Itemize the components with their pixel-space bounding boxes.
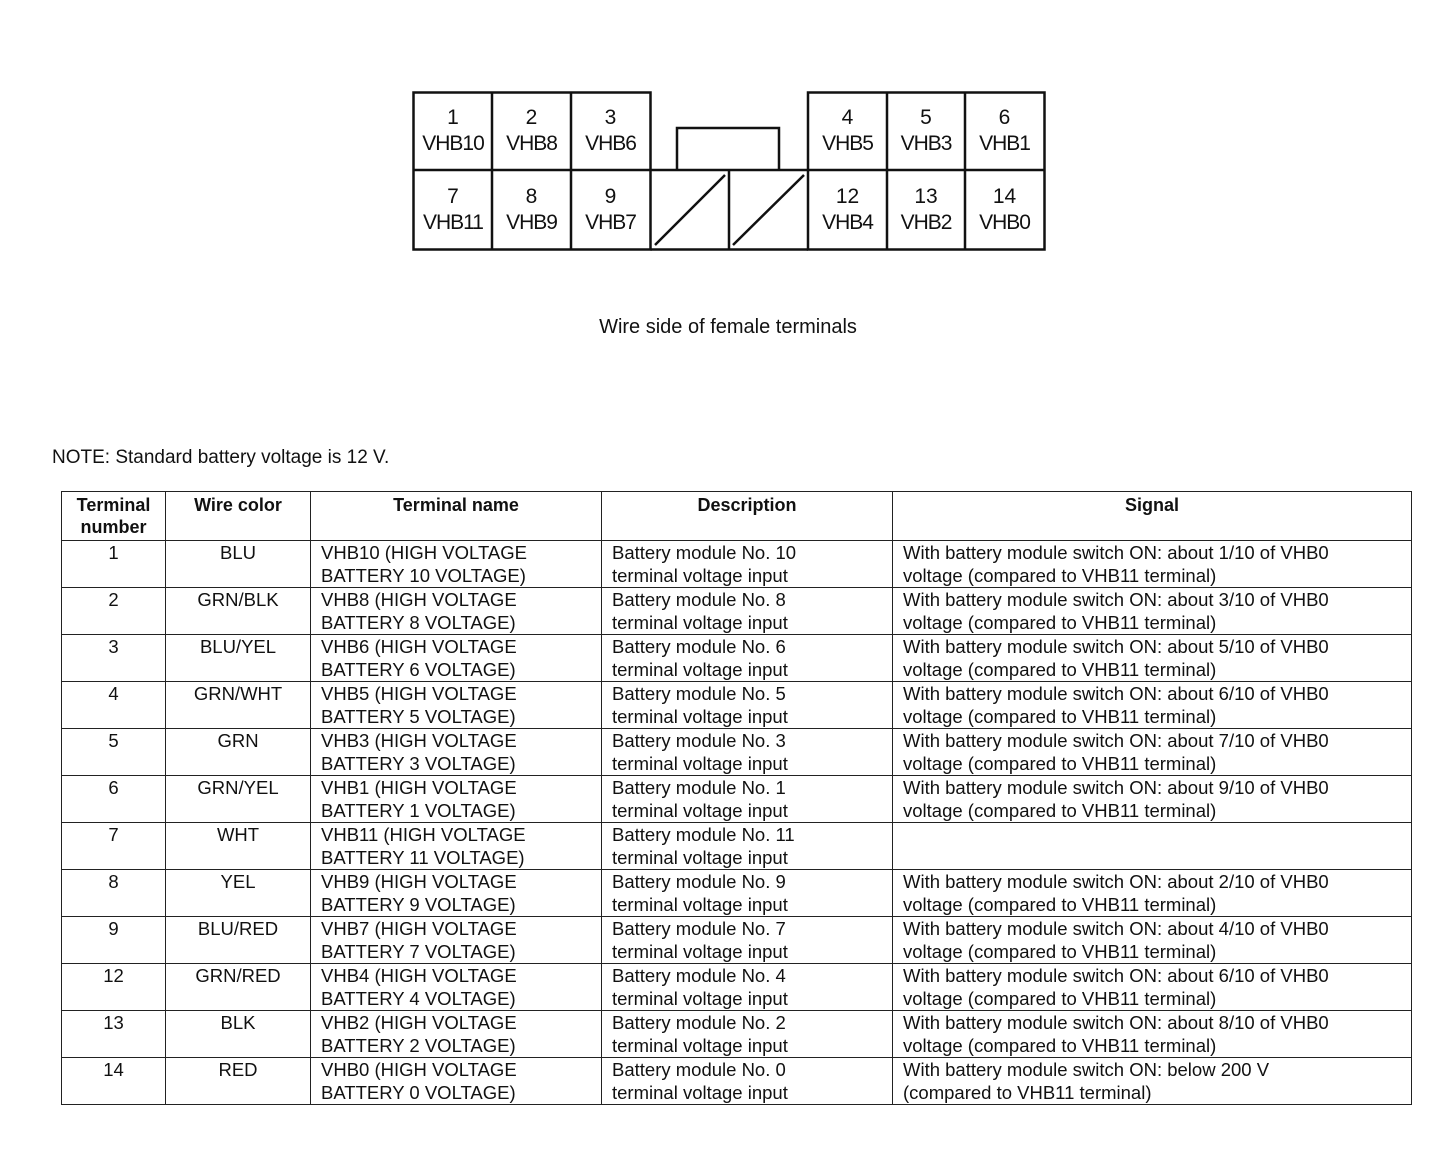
table-row	[62, 964, 1412, 1011]
cell-text: voltage (compared to VHB11 terminal)	[903, 800, 1217, 821]
cell-text: VHB0 (HIGH VOLTAGE	[321, 1059, 517, 1080]
cell-text: terminal voltage input	[612, 847, 788, 868]
cell-description	[602, 776, 893, 823]
cell-text: With battery module switch ON: about 9/10 of VHB0	[903, 777, 1329, 798]
table-row	[62, 1011, 1412, 1058]
cell-text: VHB4 (HIGH VOLTAGE	[321, 965, 517, 986]
cell-text: terminal voltage input	[612, 565, 788, 586]
table-row	[62, 729, 1412, 776]
terminal-7	[414, 184, 492, 236]
terminal-number: 3	[604, 106, 617, 129]
cell-wire-color	[166, 588, 311, 635]
cell-terminal-number	[62, 917, 166, 964]
cell-terminal-name	[311, 776, 602, 823]
cell-terminal-name	[311, 729, 602, 776]
terminal-name: VHB5	[822, 132, 873, 155]
header-terminal-name: Terminal name	[311, 492, 602, 541]
cell-text: BATTERY 7 VOLTAGE)	[321, 941, 516, 962]
terminal-13	[887, 184, 965, 236]
cell-text: GRN/BLK	[197, 589, 279, 610]
cell-text: voltage (compared to VHB11 terminal)	[903, 753, 1217, 774]
cell-text: Battery module No. 1	[612, 777, 786, 798]
cell-signal	[893, 635, 1412, 682]
cell-text: 1	[108, 542, 119, 563]
cell-text: Battery module No. 5	[612, 683, 786, 704]
cell-wire-color	[166, 729, 311, 776]
cell-text: With battery module switch ON: about 7/10 of VHB0	[903, 730, 1329, 751]
cell-signal	[893, 823, 1412, 870]
cell-text: VHB7 (HIGH VOLTAGE	[321, 918, 517, 939]
cell-text: Battery module No. 11	[612, 824, 795, 845]
cell-text: terminal voltage input	[612, 800, 788, 821]
cell-terminal-name	[311, 1058, 602, 1105]
terminal-number: 13	[914, 185, 938, 208]
header-wire-color: Wire color	[166, 492, 311, 541]
cell-text: voltage (compared to VHB11 terminal)	[903, 988, 1217, 1009]
table-row	[62, 588, 1412, 635]
cell-text: BATTERY 0 VOLTAGE)	[321, 1082, 516, 1103]
terminal-name: VHB3	[900, 132, 952, 155]
terminal-number: 6	[998, 106, 1011, 129]
table-header-row	[62, 492, 1412, 541]
cell-wire-color	[166, 1058, 311, 1105]
cell-text: With battery module switch ON: about 2/10 of VHB0	[903, 871, 1329, 892]
cell-text: Battery module No. 6	[612, 636, 786, 657]
cell-description	[602, 823, 893, 870]
cell-terminal-name	[311, 588, 602, 635]
cell-text: WHT	[216, 824, 260, 845]
cell-text: terminal voltage input	[612, 988, 788, 1009]
table-row	[62, 870, 1412, 917]
cell-wire-color	[166, 823, 311, 870]
cell-terminal-name	[311, 917, 602, 964]
cell-text: terminal voltage input	[612, 753, 788, 774]
cell-text: With battery module switch ON: about 8/10 of VHB0	[903, 1012, 1329, 1033]
terminal-name: VHB9	[506, 211, 557, 234]
terminal-number: 9	[604, 185, 617, 208]
cell-text: voltage (compared to VHB11 terminal)	[903, 612, 1217, 633]
cell-text: 7	[108, 824, 119, 845]
cell-text: BATTERY 2 VOLTAGE)	[321, 1035, 516, 1056]
terminal-3	[571, 105, 650, 157]
cell-signal	[893, 588, 1412, 635]
header-line: number	[80, 517, 147, 537]
cell-terminal-name	[311, 964, 602, 1011]
terminal-5	[887, 105, 965, 157]
cell-text: 13	[103, 1012, 124, 1033]
diagram-caption: Wire side of female terminals	[599, 316, 857, 338]
cell-text: Battery module No. 3	[612, 730, 786, 751]
terminal-name: VHB0	[979, 211, 1030, 234]
cell-text: Battery module No. 7	[612, 918, 786, 939]
cell-signal	[893, 870, 1412, 917]
cell-signal	[893, 682, 1412, 729]
cell-terminal-number	[62, 964, 166, 1011]
cell-text: voltage (compared to VHB11 terminal)	[903, 894, 1217, 915]
cell-text: voltage (compared to VHB11 terminal)	[903, 565, 1217, 586]
cell-text: RED	[218, 1059, 258, 1080]
cell-description	[602, 541, 893, 588]
cell-text: VHB6 (HIGH VOLTAGE	[321, 636, 517, 657]
cell-terminal-number	[62, 776, 166, 823]
cell-text: Battery module No. 4	[612, 965, 786, 986]
cell-text: 6	[108, 777, 119, 798]
cell-text: GRN/RED	[195, 965, 281, 986]
cell-text: 8	[108, 871, 119, 892]
cell-text: BATTERY 6 VOLTAGE)	[321, 659, 516, 680]
table-row	[62, 682, 1412, 729]
header-description: Description	[602, 492, 893, 541]
cell-terminal-number	[62, 541, 166, 588]
cell-text: BATTERY 1 VOLTAGE)	[321, 800, 516, 821]
cell-text: terminal voltage input	[612, 706, 788, 727]
cell-text: BATTERY 4 VOLTAGE)	[321, 988, 516, 1009]
terminal-number: 5	[920, 106, 932, 129]
cell-text: BATTERY 11 VOLTAGE)	[321, 847, 525, 868]
cell-text: BLU/YEL	[199, 636, 277, 657]
cell-terminal-name	[311, 823, 602, 870]
cell-text: 2	[108, 589, 119, 610]
terminal-name: VHB6	[585, 132, 636, 155]
cell-terminal-number	[62, 1011, 166, 1058]
terminal-number: 1	[447, 106, 459, 129]
cell-text: GRN/WHT	[193, 683, 283, 704]
cell-description	[602, 682, 893, 729]
cell-wire-color	[166, 870, 311, 917]
table-row	[62, 1058, 1412, 1105]
cell-text: With battery module switch ON: below 200 V	[903, 1059, 1270, 1080]
cell-wire-color	[166, 1011, 311, 1058]
cell-text: terminal voltage input	[612, 612, 788, 633]
cell-text: terminal voltage input	[612, 894, 788, 915]
cell-text: With battery module switch ON: about 3/10 of VHB0	[903, 589, 1329, 610]
cell-text: terminal voltage input	[612, 659, 788, 680]
cell-text: With battery module switch ON: about 4/10 of VHB0	[903, 918, 1329, 939]
cell-text: 12	[103, 965, 124, 986]
cell-text: GRN	[217, 730, 259, 751]
cell-text: BATTERY 5 VOLTAGE)	[321, 706, 516, 727]
cell-text: BLU	[220, 542, 256, 563]
terminal-14	[965, 184, 1044, 236]
terminal-name: VHB4	[822, 211, 873, 234]
cell-text: Battery module No. 9	[612, 871, 786, 892]
cell-text: VHB5 (HIGH VOLTAGE	[321, 683, 517, 704]
cell-terminal-name	[311, 635, 602, 682]
cell-text: YEL	[220, 871, 256, 892]
cell-description	[602, 635, 893, 682]
terminal-number: 8	[525, 185, 538, 208]
cell-text: BATTERY 10 VOLTAGE)	[321, 565, 526, 586]
terminal-name: VHB2	[900, 211, 952, 234]
cell-text: With battery module switch ON: about 1/10 of VHB0	[903, 542, 1329, 563]
terminal-4	[808, 105, 887, 157]
cell-wire-color	[166, 635, 311, 682]
cell-signal	[893, 541, 1412, 588]
cell-text: 9	[108, 918, 119, 939]
cell-text: VHB11 (HIGH VOLTAGE	[321, 824, 526, 845]
cell-text: VHB9 (HIGH VOLTAGE	[321, 871, 517, 892]
cell-description	[602, 964, 893, 1011]
cell-text: voltage (compared to VHB11 terminal)	[903, 659, 1217, 680]
cell-text: voltage (compared to VHB11 terminal)	[903, 706, 1217, 727]
table-row	[62, 635, 1412, 682]
cell-description	[602, 588, 893, 635]
cell-text: BLK	[220, 1012, 256, 1033]
cell-terminal-name	[311, 870, 602, 917]
terminal-8	[492, 184, 571, 236]
table-row	[62, 823, 1412, 870]
cell-terminal-number	[62, 588, 166, 635]
cell-terminal-name	[311, 541, 602, 588]
cell-signal	[893, 1011, 1412, 1058]
connector-diagram	[412, 91, 1046, 251]
cell-signal	[893, 917, 1412, 964]
cell-text: BATTERY 8 VOLTAGE)	[321, 612, 516, 633]
table-row	[62, 776, 1412, 823]
terminal-1	[414, 105, 492, 157]
cell-terminal-name	[311, 682, 602, 729]
cell-terminal-number	[62, 682, 166, 729]
cell-text: With battery module switch ON: about 6/10 of VHB0	[903, 965, 1329, 986]
terminal-number: 4	[841, 106, 854, 129]
cell-text: Battery module No. 10	[612, 542, 797, 563]
cell-terminal-number	[62, 823, 166, 870]
cell-text: Battery module No. 2	[612, 1012, 786, 1033]
cell-text: Battery module No. 0	[612, 1059, 786, 1080]
cell-text: BATTERY 3 VOLTAGE)	[321, 753, 516, 774]
cell-terminal-number	[62, 870, 166, 917]
header-line: Terminal	[76, 495, 151, 515]
terminal-table	[61, 491, 1411, 1105]
terminal-9	[571, 184, 650, 236]
cell-text: BLU/RED	[197, 918, 279, 939]
terminal-name: VHB10	[422, 132, 484, 155]
terminal-2	[492, 105, 571, 157]
cell-description	[602, 870, 893, 917]
cell-description	[602, 917, 893, 964]
note-text: NOTE: Standard battery voltage is 12 V.	[52, 447, 390, 468]
cell-text: VHB2 (HIGH VOLTAGE	[321, 1012, 517, 1033]
cell-text: (compared to VHB11 terminal)	[903, 1082, 1152, 1103]
cell-wire-color	[166, 682, 311, 729]
cell-text: voltage (compared to VHB11 terminal)	[903, 941, 1217, 962]
cell-text: VHB8 (HIGH VOLTAGE	[321, 589, 517, 610]
cell-text: VHB1 (HIGH VOLTAGE	[321, 777, 517, 798]
cell-text: terminal voltage input	[612, 1082, 788, 1103]
cell-signal	[893, 964, 1412, 1011]
cell-text: 5	[108, 730, 119, 751]
terminal-name: VHB7	[585, 211, 636, 234]
cell-wire-color	[166, 917, 311, 964]
cell-signal	[893, 1058, 1412, 1105]
cell-signal	[893, 776, 1412, 823]
cell-signal	[893, 729, 1412, 776]
terminal-name: VHB8	[506, 132, 557, 155]
table-row	[62, 917, 1412, 964]
cell-description	[602, 1058, 893, 1105]
terminal-table-grid	[61, 491, 1412, 1105]
terminal-number: 14	[992, 185, 1017, 208]
cell-text: BATTERY 9 VOLTAGE)	[321, 894, 516, 915]
cell-text: GRN/YEL	[197, 777, 279, 798]
terminal-number: 2	[525, 106, 538, 129]
terminal-name: VHB11	[423, 211, 483, 234]
cell-text: Battery module No. 8	[612, 589, 786, 610]
cell-terminal-name	[311, 1011, 602, 1058]
cell-terminal-number	[62, 635, 166, 682]
cell-text: terminal voltage input	[612, 1035, 788, 1056]
cell-text: terminal voltage input	[612, 941, 788, 962]
cell-description	[602, 729, 893, 776]
terminal-number: 12	[835, 185, 860, 208]
table-row	[62, 541, 1412, 588]
cell-wire-color	[166, 776, 311, 823]
cell-text: 4	[108, 683, 119, 704]
cell-text: With battery module switch ON: about 5/10 of VHB0	[903, 636, 1329, 657]
cell-text: VHB3 (HIGH VOLTAGE	[321, 730, 517, 751]
terminal-name: VHB1	[979, 132, 1030, 155]
cell-text: voltage (compared to VHB11 terminal)	[903, 1035, 1217, 1056]
cell-text: 3	[108, 636, 119, 657]
terminal-6	[965, 105, 1044, 157]
terminal-12	[808, 184, 887, 236]
cell-wire-color	[166, 964, 311, 1011]
table-body	[62, 541, 1412, 1105]
cell-terminal-number	[62, 1058, 166, 1105]
cell-text: VHB10 (HIGH VOLTAGE	[321, 542, 527, 563]
cell-text: With battery module switch ON: about 6/10 of VHB0	[903, 683, 1329, 704]
header-signal: Signal	[893, 492, 1412, 541]
cell-description	[602, 1011, 893, 1058]
terminal-number: 7	[447, 185, 459, 208]
cell-terminal-number	[62, 729, 166, 776]
header-terminal-number	[62, 492, 166, 541]
cell-text: 14	[103, 1059, 124, 1080]
cell-wire-color	[166, 541, 311, 588]
